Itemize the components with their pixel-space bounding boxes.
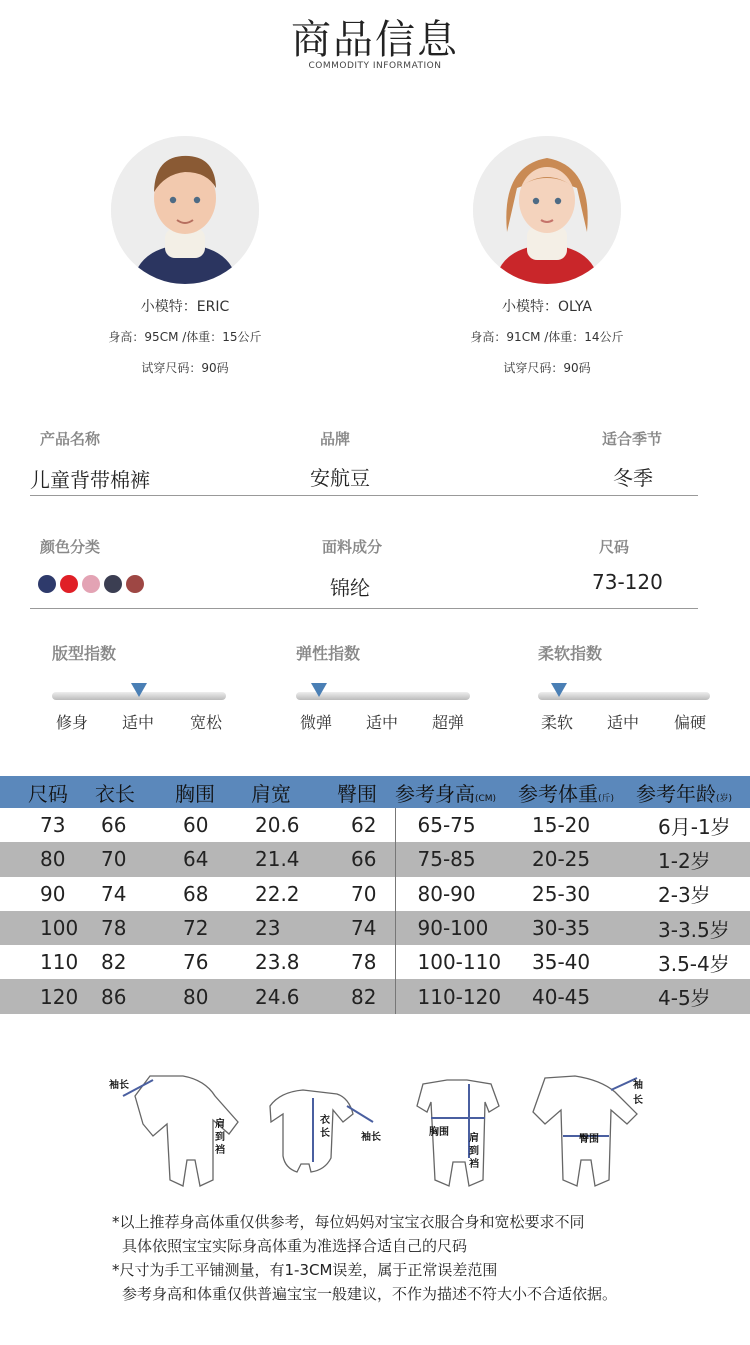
size-chart-row [0,808,750,842]
size-chart-cell: 68 [183,881,209,906]
header-text: 参考体重 [518,781,598,806]
size-chart-cell: 22.2 [255,881,300,906]
size-chart-cell: 86 [95,979,175,1013]
size-chart-cell: 100-110 [395,945,518,979]
size-chart-cell: 64 [175,842,251,876]
product-name-label: 产品名称 [40,430,101,448]
model-photo-eric [111,136,259,284]
size-chart-cell: 24.6 [251,979,337,1013]
size-chart-cell: 60 [183,813,209,838]
size-chart-cell: 40-45 [518,979,636,1013]
diagram-label: 臀围 [579,1134,599,1145]
elasticity-index-label-low: 微弹 [300,713,333,732]
season-value: 冬季 [613,466,653,490]
size-chart-cell: 100 [0,911,95,945]
fit-index-label-high: 宽松 [190,713,223,732]
color-swatch[interactable] [104,575,122,593]
softness-index-label-high: 偏硬 [674,713,707,732]
header-text: 胸围 [175,781,215,806]
color-swatch[interactable] [38,575,56,593]
size-chart-cell: 3-3.5岁 [636,911,750,945]
page-subtitle: COMMODITY INFORMATION [308,61,442,71]
diagram-label: 袖长 [633,1080,643,1106]
size-chart-cell: 74 [101,881,127,906]
page-title: 商品信息 [291,17,459,63]
header-unit: (CM) [475,793,497,804]
size-chart-cell: 78 [351,950,377,975]
softness-index-marker [551,683,567,697]
size-chart-header-cell [95,776,175,808]
fit-index-title: 版型指数 [52,644,117,663]
size-chart-cell: 62 [351,813,377,838]
note-line: 具体依照宝宝实际身高体重为准选择合适自己的尺码 [122,1237,468,1255]
size-chart-cell: 1-2岁 [636,842,750,876]
size-chart-header-cell [518,776,636,808]
size-chart-row [0,911,750,945]
size-chart-cell: 110-120 [395,979,518,1013]
size-chart-cell: 72 [175,911,251,945]
header-text: 参考身高 [395,781,475,806]
fit-index-labels [56,710,223,733]
size-chart-header-cell [337,776,395,808]
product-name-value: 儿童背带棉裤 [30,468,150,492]
model-stats: 身高：95CM /体重：15公斤 [108,330,262,344]
header-text: 尺码 [28,781,68,806]
size-chart-cell: 82 [337,979,395,1013]
size-chart-cell: 25-30 [532,881,591,906]
size-chart-cell: 90-100 [395,911,518,945]
size-chart-header-cell [251,776,337,808]
fabric-value: 锦纶 [330,576,370,600]
size-chart-cell: 110 [40,950,79,975]
model-name: 小模特：OLYA [501,299,592,315]
softness-index [538,641,718,664]
diagram-label: 肩到裆 [469,1133,479,1170]
color-swatch[interactable] [60,575,78,593]
size-chart-header [0,776,750,808]
size-range-value: 73-120 [592,570,663,594]
model-name: 小模特：ERIC [140,299,230,315]
header-unit: (岁) [716,793,733,804]
size-chart-cell: 3.5-4岁 [658,951,730,976]
size-chart-header-cell [0,776,95,808]
size-range-label: 尺码 [599,538,630,556]
size-chart-cell: 76 [183,950,209,975]
header-text: 参考年龄 [636,781,716,806]
size-chart-cell: 120 [0,979,95,1013]
diagram-label: 肩到裆 [215,1119,225,1156]
size-chart-cell: 2-3岁 [658,883,711,908]
note-line: *以上推荐身高体重仅供参考，每位妈妈对宝宝衣服合身和宽松要求不同 [112,1213,585,1231]
elasticity-index-label-high: 超弹 [432,713,465,732]
model-photo-olya [473,136,621,284]
size-chart-row [0,877,750,911]
model-stats: 身高：91CM /体重：14公斤 [470,330,624,344]
size-chart-cell: 23 [251,911,337,945]
diagram-label: 胸围 [429,1127,449,1138]
header-text: 臀围 [337,781,377,806]
size-chart-cell: 15-20 [532,813,591,838]
softness-index-label-mid: 适中 [607,713,640,732]
size-chart-cell: 73 [40,813,66,838]
fit-index-label-mid: 适中 [122,713,155,732]
diagram-label: 衣长 [320,1115,330,1139]
fit-index [52,641,232,664]
size-chart-cell: 4-5岁 [636,979,750,1013]
measurement-diagrams [105,1062,645,1197]
softness-index-label-low: 柔软 [541,713,574,732]
size-notes [112,1210,617,1306]
size-chart-row [0,945,750,979]
size-chart-cell: 21.4 [251,842,337,876]
size-chart-cell: 80 [0,842,95,876]
model-card-eric [55,136,315,376]
header-text: 肩宽 [251,781,291,806]
elasticity-index [296,641,476,664]
size-chart-cell: 90 [40,881,66,906]
size-chart-cell: 66 [337,842,395,876]
size-chart-cell: 82 [101,950,127,975]
size-chart-cell: 75-85 [395,842,518,876]
size-chart-cell: 30-35 [518,911,636,945]
product-info-row-2 [30,528,698,609]
elasticity-index-title: 弹性指数 [296,644,361,663]
diagram-label: 袖长 [109,1080,129,1091]
color-swatch[interactable] [126,575,144,593]
diagram-label: 袖长 [361,1132,381,1143]
size-chart-cell: 6月-1岁 [658,814,731,839]
size-chart-cell: 65-75 [395,808,518,842]
size-chart-header-cell [395,776,518,808]
size-chart-cell: 80-90 [395,877,518,911]
size-chart-cell: 23.8 [255,950,300,975]
size-chart-cell: 80 [175,979,251,1013]
size-chart-cell: 66 [101,813,127,838]
size-chart-cell: 70 [95,842,175,876]
size-chart-body [0,808,750,1014]
model-trial-size: 试穿尺码：90码 [503,361,591,375]
color-swatches [38,575,144,593]
header-text: 衣长 [95,781,135,806]
color-label: 颜色分类 [40,538,101,556]
size-chart-cell: 20.6 [255,813,300,838]
elasticity-index-label-mid: 适中 [366,713,399,732]
size-chart-cell: 74 [337,911,395,945]
size-chart-cell: 35-40 [532,950,591,975]
model-card-olya [417,136,677,376]
model-trial-size: 试穿尺码：90码 [141,361,229,375]
fabric-label: 面料成分 [322,538,383,556]
size-chart-row [0,842,750,876]
note-line: 参考身高和体重仅供普遍宝宝一般建议，不作为描述不符大小不合适依据。 [122,1285,618,1303]
size-chart-cell: 70 [351,881,377,906]
size-chart-row [0,979,750,1013]
softness-index-title: 柔软指数 [538,644,603,663]
size-chart-cell: 20-25 [518,842,636,876]
product-info-row-1 [30,420,698,496]
season-label: 适合季节 [602,430,663,448]
note-line: *尺寸为手工平铺测量，有1-3CM误差，属于正常误差范围 [112,1261,498,1279]
header-unit: (斤) [598,793,615,804]
size-chart-header-cell [636,776,750,808]
color-swatch[interactable] [82,575,100,593]
size-chart-cell: 78 [95,911,175,945]
size-chart-header-cell [175,776,251,808]
fit-index-label-low: 修身 [56,713,89,732]
fit-index-marker [131,683,147,697]
elasticity-index-labels [300,710,465,733]
softness-index-labels [541,710,707,733]
size-chart-table [0,776,750,1014]
elasticity-index-marker [311,683,327,697]
brand-value: 安航豆 [310,466,370,490]
brand-label: 品牌 [320,430,351,448]
